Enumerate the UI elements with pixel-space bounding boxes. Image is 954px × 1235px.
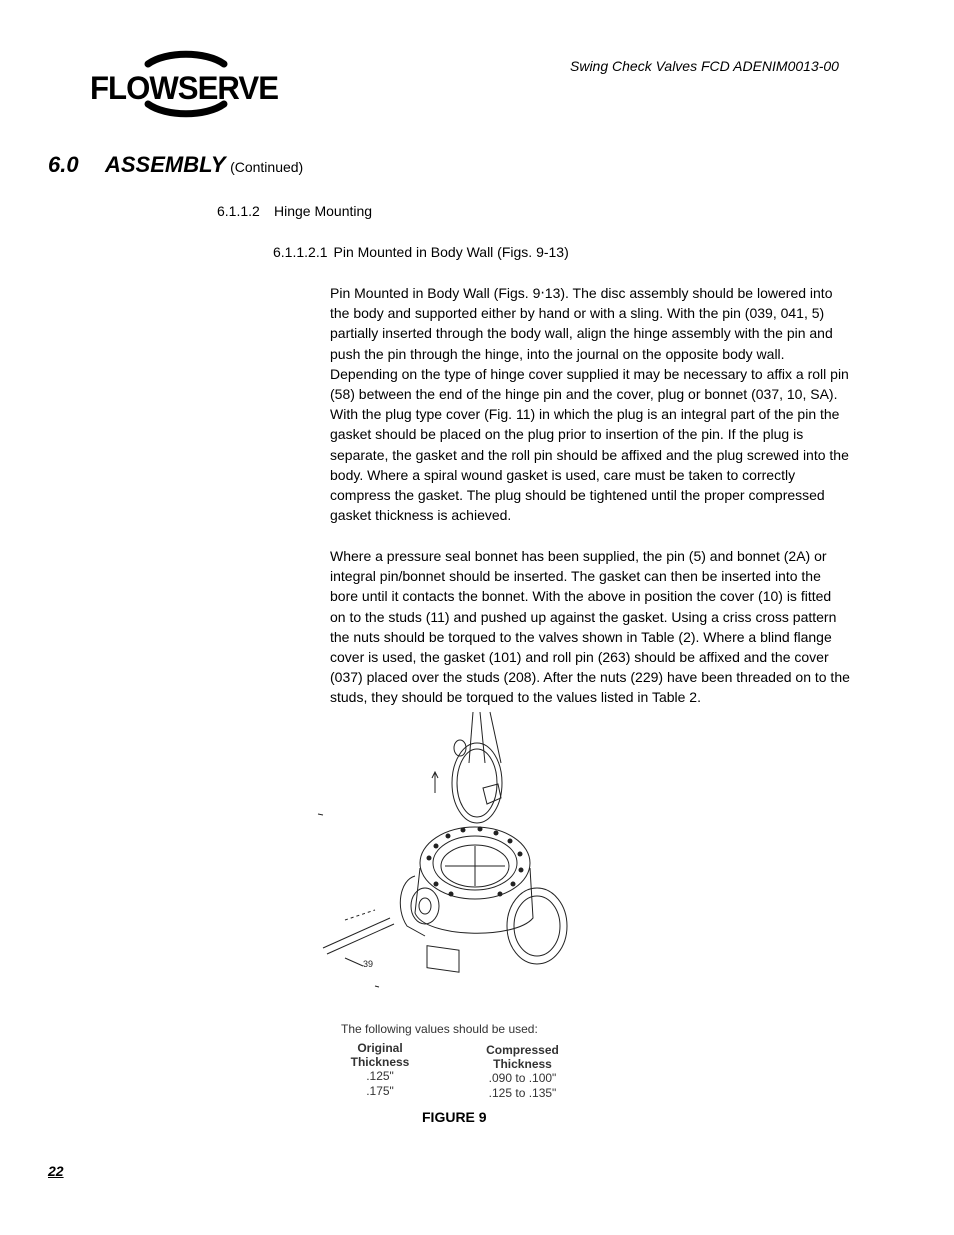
- subsection-heading: [217, 203, 372, 219]
- disc: [452, 743, 502, 823]
- pin-dashed: [345, 910, 375, 920]
- page-number: 22: [48, 1163, 64, 1179]
- thickness-table-caption: The following values should be used:: [341, 1022, 538, 1036]
- subsubsection-heading: [273, 244, 569, 260]
- disc-nut: [483, 784, 501, 804]
- valve-drawing: [315, 708, 595, 1003]
- disc-inner: [457, 749, 497, 817]
- sling-line: [480, 712, 485, 763]
- valve-body-side: [400, 876, 425, 936]
- callout-leader: [345, 958, 363, 966]
- section-continued: (Continued): [230, 159, 304, 175]
- pin-hole: [419, 898, 431, 914]
- valve-body: [415, 868, 533, 933]
- end-opening: [507, 888, 567, 964]
- section-heading: [48, 152, 303, 178]
- compressed-thickness-column: [470, 1043, 575, 1101]
- subsubsection-number: 6.1.1.2.1: [273, 244, 328, 260]
- flowserve-logo: [88, 48, 283, 123]
- body-paragraph: Where a pressure seal bonnet has been supplied, the pin (5) and bonnet (2A) or integral pin/bonnet should be inserted. The gasket can then be inserted into the bore until it contacts the bonnet. With the above in position the cover (10) is fitted on to the studs (11) and pushed up against the gasket. Using a criss cross pattern the nuts should be torqued to the valves shown in Table (2). Where a blind flange cover is used, the gasket (101) and roll pin (263) should be affixed and the cover (037) placed over the studs (208). After the nuts (229) have been threaded on to the studs, they should be torqued to the values listed in Table 2.: [330, 548, 850, 706]
- hinge-pin: [327, 924, 394, 954]
- section-number: 6.0: [48, 152, 79, 177]
- column-header: Original: [357, 1041, 403, 1055]
- valve-assembly-figure: [315, 708, 595, 1003]
- table-cell: .125 to .135": [488, 1086, 557, 1100]
- body-pad: [427, 946, 459, 972]
- hinge-pin: [323, 918, 390, 948]
- logo-wordmark: FLOWSERVE: [90, 70, 279, 106]
- document-reference: Swing Check Valves FCD ADENIM0013-00: [570, 58, 839, 74]
- column-header: Compressed: [486, 1043, 559, 1057]
- logo-graphic: [88, 48, 283, 123]
- original-thickness-column: [335, 1041, 425, 1099]
- subsubsection-title: Pin Mounted in Body Wall (Figs. 9-13): [333, 244, 569, 260]
- section-title: ASSEMBLY: [105, 152, 226, 177]
- pin-callout-label: 39: [363, 959, 374, 969]
- body-paragraph: Pin Mounted in Body Wall (Figs. 9‧13). The disc assembly should be lowered into the body and supported either by hand or with a sling. With the pin (039, 041, 5) partially inserted through the body wall, align the hinge assembly with the pin and push the pin through the hinge, into the journal on the opposite body wall. Depending on the type of hinge cover supplied it may be necessary to affix a roll pin (58) between the end of the hinge pin and the cover, plug or bonnet (037, 10, SA). With the plug type cover (Fig. 11) in which the plug is an integral part of the pin the gasket should be placed on the plug prior to insertion of the pin. If the plug is separate, the gasket and the roll pin should be affixed and the plug screwed into the body. Where a spiral wound gasket is used, care must be taken to correctly compress the gasket. The plug should be tightened until the proper compressed gasket thickness is achieved.: [330, 285, 849, 524]
- margin-mark: [375, 986, 379, 987]
- pin-boss: [411, 888, 439, 924]
- column-header: Thickness: [350, 1055, 410, 1069]
- sling-line: [469, 712, 473, 763]
- table-cell: .125": [366, 1069, 394, 1083]
- table-cell: .090 to .100": [488, 1071, 557, 1085]
- table-cell: .175": [366, 1084, 394, 1098]
- column-header: Thickness: [493, 1057, 552, 1071]
- subsection-title: Hinge Mounting: [274, 203, 373, 219]
- figure-label: FIGURE 9: [422, 1109, 487, 1125]
- subsection-number: 6.1.1.2: [217, 203, 260, 219]
- margin-mark: [318, 814, 323, 815]
